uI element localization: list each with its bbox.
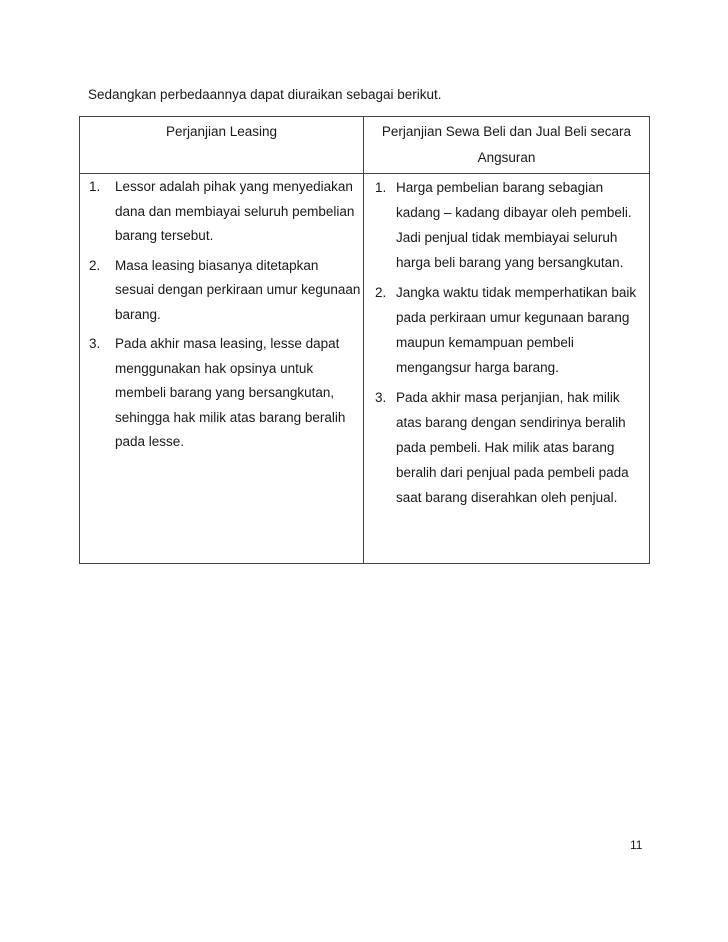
intro-paragraph: Sedangkan perbedaannya dapat diuraikan sebagai berikut.: [88, 87, 442, 102]
header-leasing: [80, 117, 364, 174]
item-number: 3.: [375, 390, 387, 405]
item-text: Pada akhir masa perjanjian, hak milik atas barang dengan sendirinya beralih pada pembeli. Hak milik atas barang beralih dari penjual pada pembeli pada saat barang diserahkan oleh penjual.: [396, 390, 629, 505]
header-sewa-beli-line1: Perjanjian Sewa Beli dan Jual Beli secara: [381, 124, 632, 139]
sewa-beli-cell: [364, 174, 650, 564]
leasing-list: [80, 175, 363, 455]
list-item: [364, 175, 649, 275]
table-body-row: [80, 174, 650, 564]
comparison-table: [79, 116, 650, 564]
list-item: [80, 254, 363, 328]
item-text: Harga pembelian barang sebagian kadang – kadang dibayar oleh pembeli. Jadi penjual tidak membiayai seluruh harga beli barang yang bersangkutan.: [396, 180, 632, 270]
list-item: [364, 280, 649, 380]
sewa-beli-list: [364, 175, 649, 510]
page-number: 11: [630, 838, 643, 852]
list-item: [364, 385, 649, 510]
item-text: Pada akhir masa leasing, lesse dapat menggunakan hak opsinya untuk membeli barang yang bersangkutan, sehingga hak milik atas barang beralih pada lesse.: [115, 336, 346, 449]
item-number: 2.: [89, 257, 101, 273]
leasing-cell: [80, 174, 364, 564]
item-text: Masa leasing biasanya ditetapkan sesuai dengan perkiraan umur kegunaan barang.: [115, 257, 361, 322]
item-number: 1.: [89, 179, 101, 194]
header-sewa-beli-line2: Angsuran: [477, 150, 536, 165]
header-leasing-label: Perjanjian Leasing: [165, 124, 278, 139]
item-number: 1.: [375, 180, 387, 195]
list-item: [80, 175, 363, 249]
item-number: 2.: [375, 285, 387, 300]
list-item: [80, 332, 363, 455]
item-text: Lessor adalah pihak yang menyediakan dana dan membiayai seluruh pembelian barang tersebut.: [115, 179, 355, 243]
item-number: 3.: [89, 336, 101, 351]
item-text: Jangka waktu tidak memperhatikan baik pada perkiraan umur kegunaan barang maupun kemampuan pembeli mengangsur harga barang.: [396, 285, 637, 375]
table-header-row: [80, 117, 650, 174]
header-sewa-beli: [364, 117, 650, 174]
